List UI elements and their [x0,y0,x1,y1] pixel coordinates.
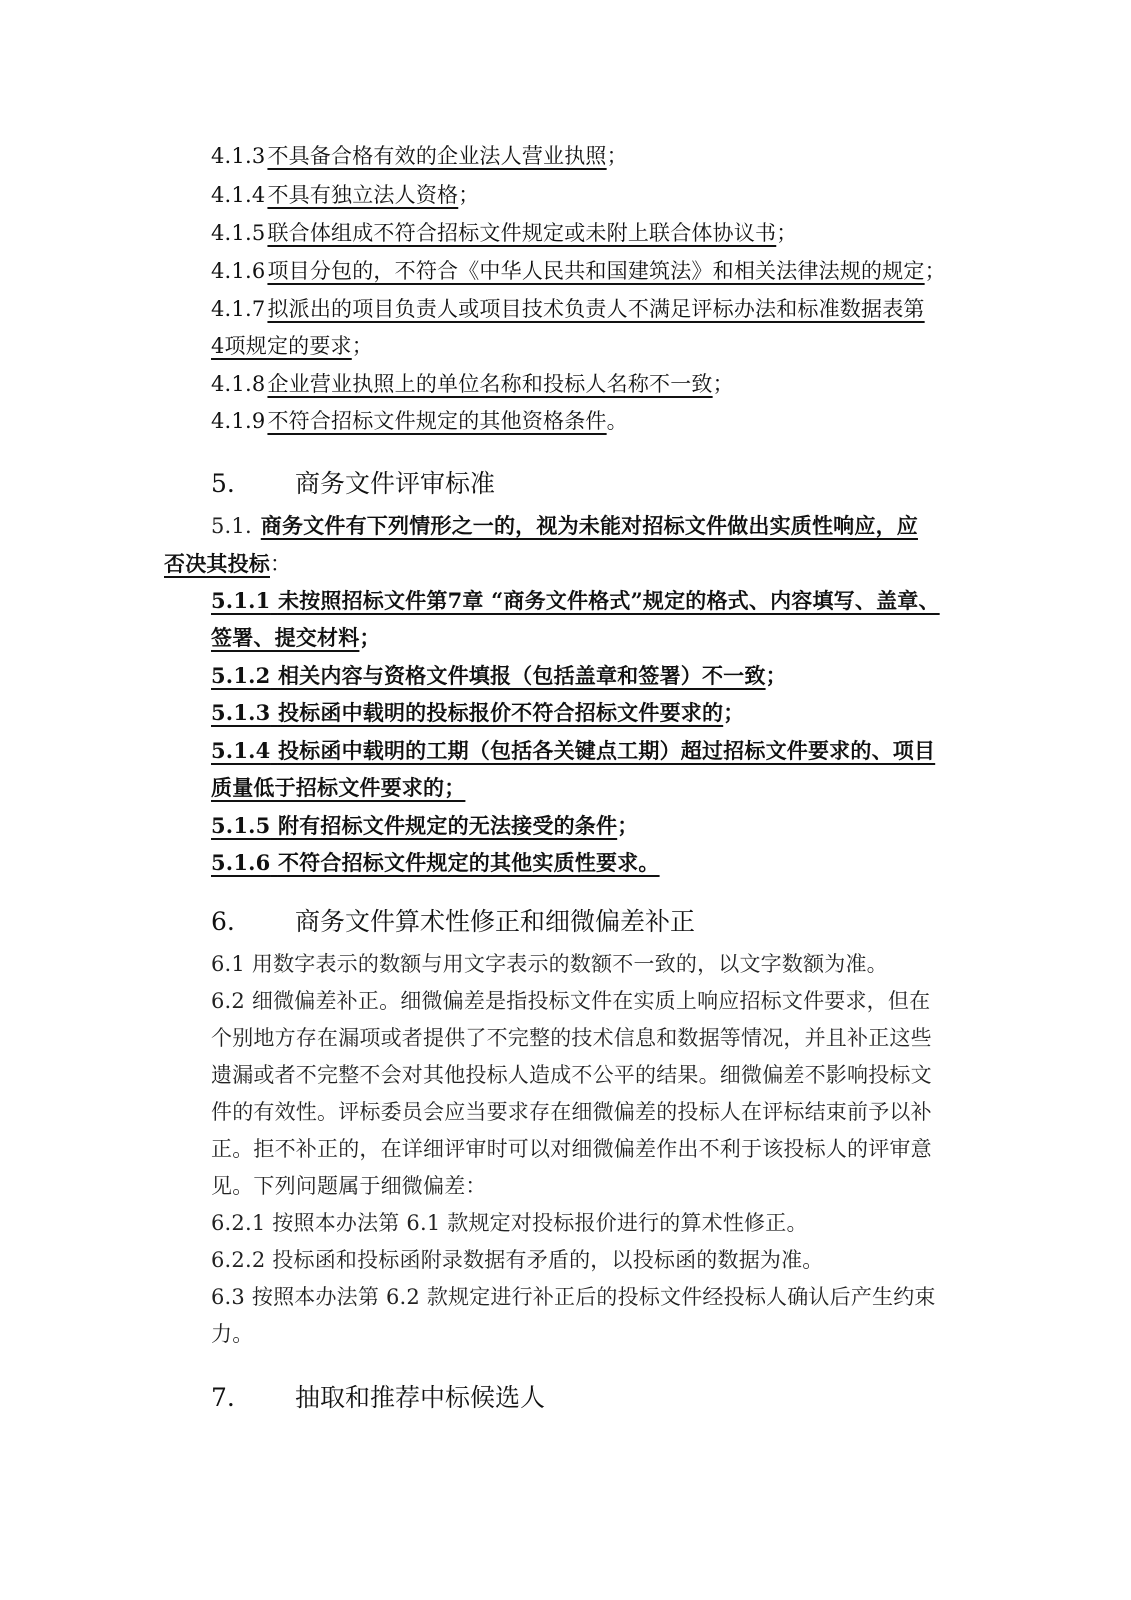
clause-5-1-1-cont: 签署、提交材料； [211,625,381,650]
section-6-line: 件的有效性。评标委员会应当要求存在细微偏差的投标人在评标结束前予以补 [211,1100,932,1124]
section-7-heading: 7. 抽取和推荐中标候选人 [211,1383,546,1412]
section-6-line: 6.1 用数字表示的数额与用文字表示的数额不一致的，以文字数额为准。 [211,952,888,976]
clause-5-1-1: 5.1.1 未按照招标文件第7章 “商务文件格式”规定的格式、内容填写、盖章、 [211,588,940,613]
clause-4-1-6: 4.1.6项目分包的，不符合《中华人民共和国建筑法》和相关法律法规的规定； [211,259,946,283]
section-6-line: 6.2.2 投标函和投标函附录数据有矛盾的，以投标函的数据为准。 [211,1248,824,1272]
clause-5-1-5: 5.1.5 附有招标文件规定的无法接受的条件； [211,813,639,838]
section-6-line: 个别地方存在漏项或者提供了不完整的技术信息和数据等情况，并且补正这些 [211,1026,932,1050]
section-6-line: 遗漏或者不完整不会对其他投标人造成不公平的结果。细微偏差不影响投标文 [211,1063,932,1087]
section-6-line: 力。 [211,1322,254,1346]
clause-5-1-intro-cont: 否决其投标： [164,551,292,576]
clause-4-1-7-cont: 4项规定的要求； [211,334,373,358]
section-6-line: 见。下列问题属于细微偏差： [211,1174,487,1198]
clause-4-1-8: 4.1.8企业营业执照上的单位名称和投标人名称不一致； [211,372,734,396]
section-6-line: 6.2 细微偏差补正。细微偏差是指投标文件在实质上响应招标文件要求，但在 [211,989,931,1013]
clause-4-1-9: 4.1.9不符合招标文件规定的其他资格条件。 [211,409,628,433]
clause-4-1-5: 4.1.5联合体组成不符合招标文件规定或未附上联合体协议书； [211,221,798,245]
section-6-line: 6.2.1 按照本办法第 6.1 款规定对投标报价进行的算术性修正。 [211,1211,808,1235]
clause-4-1-7: 4.1.7拟派出的项目负责人或项目技术负责人不满足评标办法和标准数据表第 [211,297,925,321]
clause-5-1-4: 5.1.4 投标函中载明的工期（包括各关键点工期）超过招标文件要求的、项目 [211,738,936,763]
section-6-heading: 6. 商务文件算术性修正和细微偏差补正 [211,907,696,936]
section-5-heading: 5. 商务文件评审标准 [211,469,496,498]
section-6-line: 正。拒不补正的，在详细评审时可以对细微偏差作出不利于该投标人的评审意 [211,1137,932,1161]
clause-4-1-4: 4.1.4不具有独立法人资格； [211,183,480,207]
clause-5-1-intro: 5.1. 商务文件有下列情形之一的，视为未能对招标文件做出实质性响应，应 [211,513,918,538]
clause-5-1-3: 5.1.3 投标函中载明的投标报价不符合招标文件要求的； [211,700,745,725]
section-6-line: 6.3 按照本办法第 6.2 款规定进行补正后的投标文件经投标人确认后产生约束 [211,1285,936,1309]
clause-5-1-2: 5.1.2 相关内容与资格文件填报（包括盖章和签署）不一致； [211,663,787,688]
clause-5-1-6: 5.1.6 不符合招标文件规定的其他实质性要求。 [211,850,660,875]
clause-5-1-4-cont: 质量低于招标文件要求的； [211,775,466,800]
clause-4-1-3: 4.1.3不具备合格有效的企业法人营业执照； [211,144,628,168]
